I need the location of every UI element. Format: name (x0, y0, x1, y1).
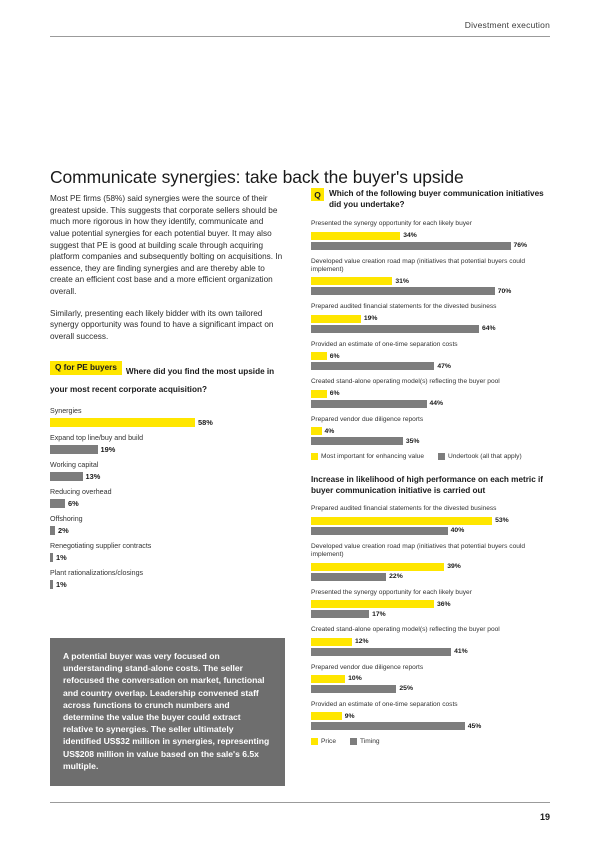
chart-bar-value: 53% (495, 517, 509, 525)
chart-bar-value: 44% (429, 400, 444, 408)
legend-item-price (311, 738, 336, 745)
chart-bar (311, 675, 345, 683)
chart-bar-wrapper (311, 287, 551, 295)
chart-row (311, 505, 551, 534)
chart-row-label: Presented the synergy opportunity for each likely buyer (311, 220, 472, 228)
chart-row-label: Prepared audited financial statements for the divested business (311, 303, 497, 311)
legend-swatch-yellow-icon (311, 453, 318, 460)
chart-bar-wrapper (50, 553, 285, 562)
chart-bar-wrapper (311, 315, 551, 323)
chart-bar-value: 4% (324, 427, 335, 435)
legend-swatch-grey-icon (438, 453, 445, 460)
chart-bar-wrapper (311, 712, 551, 720)
chart-bar-value: 19% (100, 444, 116, 454)
chart-bar-wrapper (311, 527, 551, 535)
q-for-pe-buyers-tag: Q for PE buyers (50, 361, 122, 375)
legend-item-undertook (438, 453, 522, 460)
chart-row-label: Offshoring (50, 514, 83, 523)
legend-label-price: Price (321, 738, 337, 746)
legend-swatch-timing-icon (350, 738, 357, 745)
chart-row-label: Expand top line/buy and build (50, 433, 144, 442)
left-question-block (50, 361, 285, 397)
chart-bar-wrapper (311, 362, 551, 370)
chart-bar (311, 527, 448, 535)
left-column (50, 193, 285, 596)
chart-bar-value: 1% (56, 552, 67, 562)
chart-bar-value: 64% (482, 325, 496, 333)
chart-bar-wrapper (311, 600, 551, 608)
chart-bar-wrapper (50, 580, 285, 589)
chart-upside-source (50, 407, 285, 589)
chart-bar (311, 610, 369, 618)
chart-bar (311, 325, 479, 333)
legend-label-undertook: Undertook (all that apply) (448, 453, 522, 461)
chart-bar-value: 17% (372, 610, 386, 618)
chart-bar-value: 34% (403, 232, 417, 240)
legend-bottom (311, 738, 551, 745)
chart-bar-value: 76% (513, 242, 528, 250)
chart-bar (311, 315, 361, 323)
chart-row-label: Synergies (50, 406, 82, 415)
chart-row-label: Provided an estimate of one-time separation costs (311, 340, 458, 348)
chart-bar (311, 638, 352, 646)
chart-row-label: Presented the synergy opportunity for each likely buyer (311, 588, 472, 596)
chart-bar-wrapper (50, 499, 285, 508)
chart-bar-value: 19% (363, 315, 378, 323)
chart-bar-value: 31% (395, 277, 409, 285)
chart-bar-wrapper (311, 232, 551, 240)
chart-bar-value: 58% (198, 417, 213, 427)
chart-row (50, 569, 285, 589)
chart-bar (311, 277, 392, 285)
chart-bar-wrapper (311, 325, 551, 333)
intro-paragraph-1: Most PE firms (58%) said synergies were the source of their greatest upside. This suggests that corporate sellers should be much more rigorous in how they identify, communicate and value potential synergies for each potential buyer. It may also suggest that PE is good at building scale through acquiring platform companies and subsequently bolting on acquisitions. In essence, they are finding synergies and are thereby able to create an efficient cost base and a more efficient organization overall. (50, 194, 283, 297)
chart-bar (311, 517, 492, 525)
chart-bar (50, 553, 53, 562)
chart-row-label: Renegotiating supplier contracts (50, 541, 152, 550)
legend-label-most-important: Most important for enhancing value (321, 453, 424, 461)
chart-bar (311, 685, 396, 693)
chart-row-label: Developed value creation road map (initiatives that potential buyers could implement) (311, 257, 526, 273)
chart-bar-wrapper (311, 277, 551, 285)
left-question-text: Where did you find the most upside in your most recent corporate acquisition? (50, 366, 275, 394)
chart-bar (50, 418, 195, 427)
chart-bar (311, 600, 434, 608)
chart-bar (50, 580, 53, 589)
chart-row (311, 589, 551, 618)
chart-row-label: Reducing overhead (50, 487, 112, 496)
chart-bar (311, 287, 495, 295)
chart-bar (311, 362, 434, 370)
header-section-label: Divestment execution (464, 20, 550, 30)
legend-swatch-price-icon (311, 738, 318, 745)
chart-bar (311, 400, 427, 408)
question-badge: Q (311, 188, 324, 201)
chart-bar-value: 40% (450, 527, 465, 535)
chart-likelihood-high-performance (311, 505, 551, 730)
legend-top (311, 453, 551, 460)
chart-bar (311, 437, 403, 445)
chart-bar-wrapper (311, 648, 551, 656)
chart-bar-wrapper (311, 242, 551, 250)
chart-bar-value: 70% (497, 287, 512, 295)
chart-bar (311, 648, 451, 656)
chart-row (311, 416, 551, 445)
quote-callout: A potential buyer was very focused on understanding stand-alone costs. The seller refocused the conversation on market, functional and country overlap. Leadership convened staff across functions to crunch numbers and determine the value the buyer could extract relative to synergies. The seller ultimately identified US$32 million in synergies, representing US$208 million in value based on the sale's 6.5x multiple. (50, 638, 285, 786)
chart-row-label: Created stand-alone operating model(s) reflecting the buyer pool (311, 626, 500, 634)
chart-bar (50, 445, 98, 454)
chart-row (50, 542, 285, 562)
chart-row (311, 341, 551, 370)
chart-bar-value: 12% (355, 638, 369, 645)
chart-bar-value: 25% (399, 685, 414, 693)
chart-bar (311, 232, 400, 240)
chart-row (311, 258, 551, 296)
chart-bar (311, 242, 511, 250)
chart-row (311, 626, 551, 655)
chart-row (50, 515, 285, 535)
chart-row (311, 220, 551, 249)
chart-bar-wrapper (50, 418, 285, 427)
page-header (50, 20, 550, 37)
chart-bar-wrapper (50, 472, 285, 481)
chart-bar-value: 22% (389, 573, 403, 581)
chart-bar-value: 6% (329, 390, 340, 398)
chart-bar (311, 352, 327, 360)
chart-bar (50, 499, 65, 508)
chart-row-label: Plant rationalizations/closings (50, 568, 144, 577)
chart-bar-wrapper (311, 400, 551, 408)
right-section-title: Increase in likelihood of high performance on each metric if buyer communication initiative is carried out (311, 475, 544, 496)
chart-row-label: Prepared vendor due diligence reports (311, 415, 424, 423)
chart-bar-value: 35% (405, 437, 420, 445)
chart-bar-wrapper (50, 445, 285, 454)
right-question-header (311, 188, 551, 210)
chart-row (311, 701, 551, 730)
chart-bar (311, 712, 342, 720)
chart-bar (311, 427, 322, 435)
intro-paragraph-2: Similarly, presenting each likely bidder with its own tailored synergy opportunity was found to have a significant impact on overall success. (50, 308, 274, 342)
chart-row (311, 543, 551, 581)
chart-row-label: Working capital (50, 460, 99, 469)
chart-bar-value: 6% (329, 352, 340, 360)
legend-item-most-important (311, 453, 424, 460)
chart-bar-value: 45% (467, 722, 482, 730)
chart-row (50, 488, 285, 508)
chart-bar-wrapper (311, 352, 551, 360)
chart-bar (311, 563, 444, 571)
chart-bar (311, 573, 386, 581)
chart-bar-wrapper (311, 517, 551, 525)
legend-item-timing (350, 738, 380, 745)
chart-bar-value: 10% (348, 675, 362, 683)
chart-bar-value: 47% (437, 362, 451, 370)
chart-bar (311, 390, 327, 398)
chart-row-label: Prepared audited financial statements for the divested business (311, 505, 497, 513)
chart-row-label: Prepared vendor due diligence reports (311, 663, 424, 671)
header-divider (50, 36, 550, 37)
chart-bar-value: 36% (437, 600, 451, 608)
right-question-text: Which of the following buyer communication initiatives did you undertake? (329, 189, 544, 210)
chart-bar-wrapper (311, 563, 551, 571)
right-column (311, 188, 551, 745)
chart-row (311, 378, 551, 407)
chart-bar-value: 41% (454, 648, 468, 655)
chart-bar-value: 13% (85, 471, 101, 481)
chart-row-label: Created stand-alone operating model(s) reflecting the buyer pool (311, 378, 500, 386)
chart-row (50, 407, 285, 427)
chart-bar-wrapper (311, 610, 551, 618)
chart-bar-wrapper (311, 638, 551, 646)
chart-row-label: Developed value creation road map (initiatives that potential buyers could implement) (311, 542, 526, 559)
chart-bar-wrapper (311, 437, 551, 445)
chart-row (50, 461, 285, 481)
chart-row-label: Provided an estimate of one-time separation costs (311, 700, 458, 708)
chart-row (311, 303, 551, 332)
chart-row (50, 434, 285, 454)
chart-bar-value: 39% (447, 563, 461, 571)
chart-buyer-communication-initiatives (311, 220, 551, 445)
chart-bar-value: 6% (68, 498, 79, 508)
chart-bar (50, 526, 55, 535)
page-title: Communicate synergies: take back the buyer's upside (50, 166, 464, 187)
chart-bar-wrapper (311, 685, 551, 693)
chart-bar-wrapper (311, 390, 551, 398)
footer-divider (50, 802, 550, 803)
chart-bar-value: 9% (344, 712, 355, 720)
chart-bar-wrapper (311, 675, 551, 683)
chart-bar-wrapper (311, 427, 551, 435)
chart-bar-value: 2% (58, 525, 69, 535)
chart-bar-value: 1% (56, 579, 67, 589)
chart-row (311, 664, 551, 693)
chart-bar-wrapper (311, 573, 551, 581)
chart-bar (311, 722, 465, 730)
chart-bar (50, 472, 83, 481)
chart-bar-wrapper (50, 526, 285, 535)
page-number: 19 (539, 812, 550, 822)
chart-bar-wrapper (311, 722, 551, 730)
legend-label-timing: Timing (360, 738, 380, 746)
